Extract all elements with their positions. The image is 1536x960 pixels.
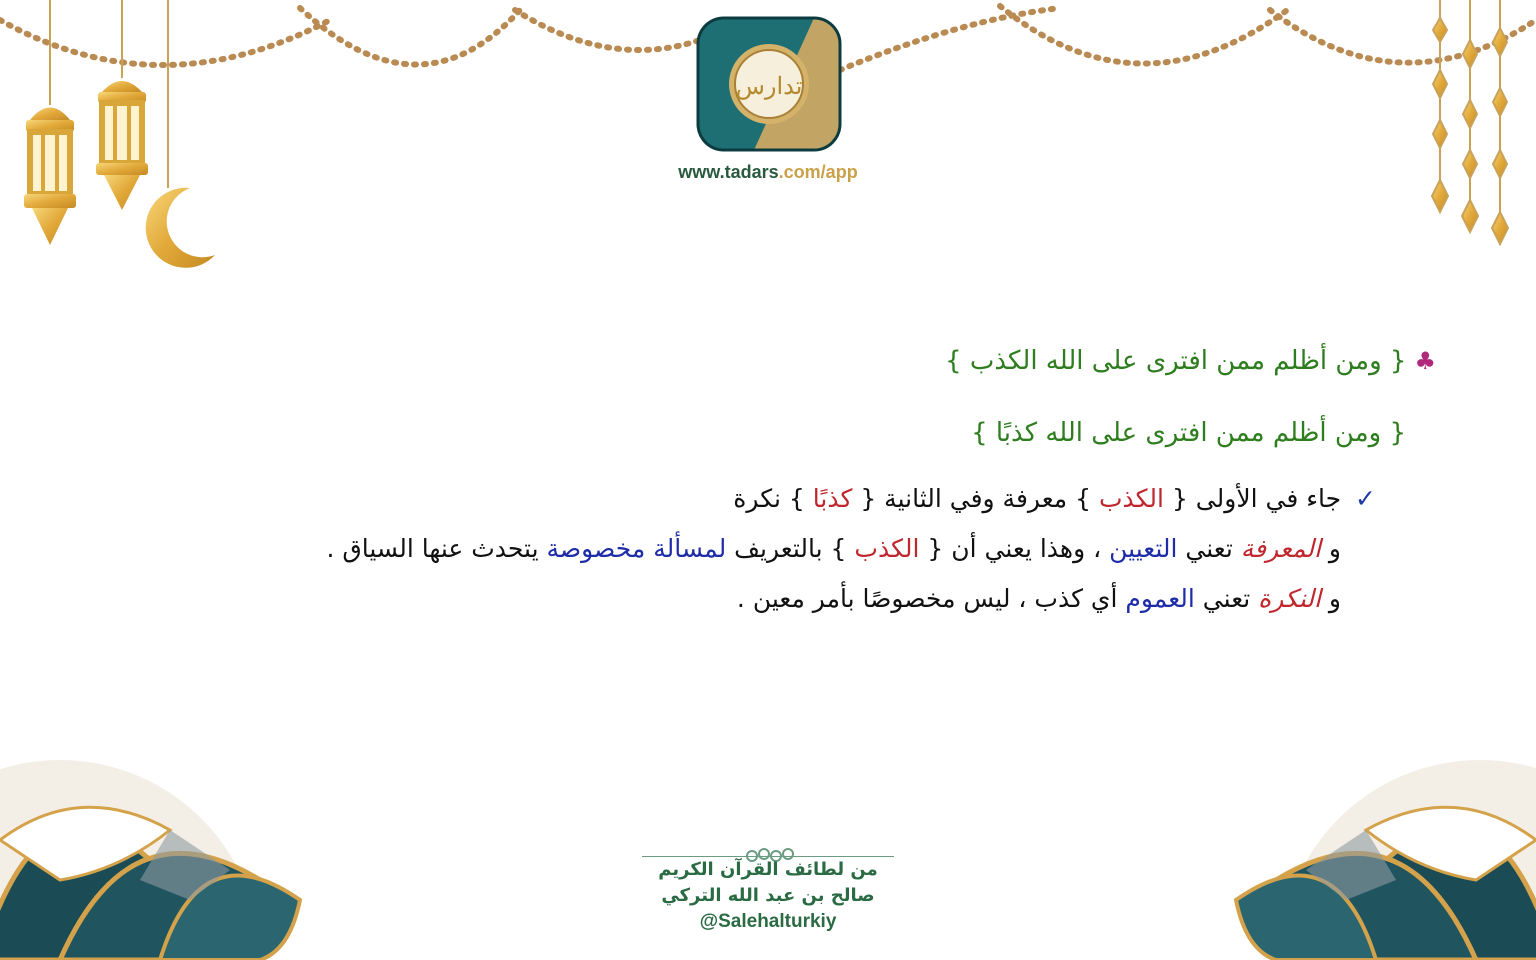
verse-main-text: { ومن أظلم ممن افترى على الله الكذب } [945,346,1407,376]
text-segment: و [1320,534,1341,563]
highlight-word: النكرة [1258,584,1321,613]
verse-compare-text: { ومن أظلم ممن افترى على الله كذبًا } [971,418,1406,448]
text-segment: و [1320,584,1341,613]
social-handle[interactable]: @Salehalturkiy [699,911,837,932]
text-segment: أي كذب ، ليس مخصوصًا بأمر معين . [736,584,1126,613]
highlight-word: المعرفة [1240,534,1321,563]
highlight-word: العموم [1125,584,1195,613]
explanation-line-2 [326,534,1341,563]
url-suffix: .com/app [778,162,858,182]
text-segment: يتحدث عنها السياق . [326,534,547,563]
text-segment: جاء في الأولى { [1164,484,1342,513]
text-segment: تعني [1177,534,1241,563]
highlight-word: الكذب [1098,484,1164,513]
club-icon: ♣ [1414,347,1436,375]
footer [618,848,918,935]
series-title: من لطائف القرآن الكريم [658,859,878,880]
verse-compare [971,418,1406,448]
highlight-word: لمسألة مخصوصة [546,534,727,563]
explanation-line-3 [737,584,1341,613]
text-segment: } بالتعريف [726,534,855,563]
url-prefix: www.tadars [678,162,779,182]
text-segment: تعني [1194,584,1259,613]
checkmark-icon: ✓ [1355,484,1376,513]
explanation-line-1 [733,484,1376,513]
text-segment: } معرفة وفي الثانية { [852,484,1099,513]
logo-calligraphy: تدارس [735,72,803,100]
author-name: صالح بن عبد الله التركي [661,885,875,906]
verse-main [945,346,1436,376]
highlight-word: كذبًا [812,484,853,513]
text-segment: ، وهذا يعني أن { [919,534,1110,563]
highlight-word: التعيين [1109,534,1178,563]
text-segment: } نكرة [733,484,813,513]
highlight-word: الكذب [854,534,920,563]
